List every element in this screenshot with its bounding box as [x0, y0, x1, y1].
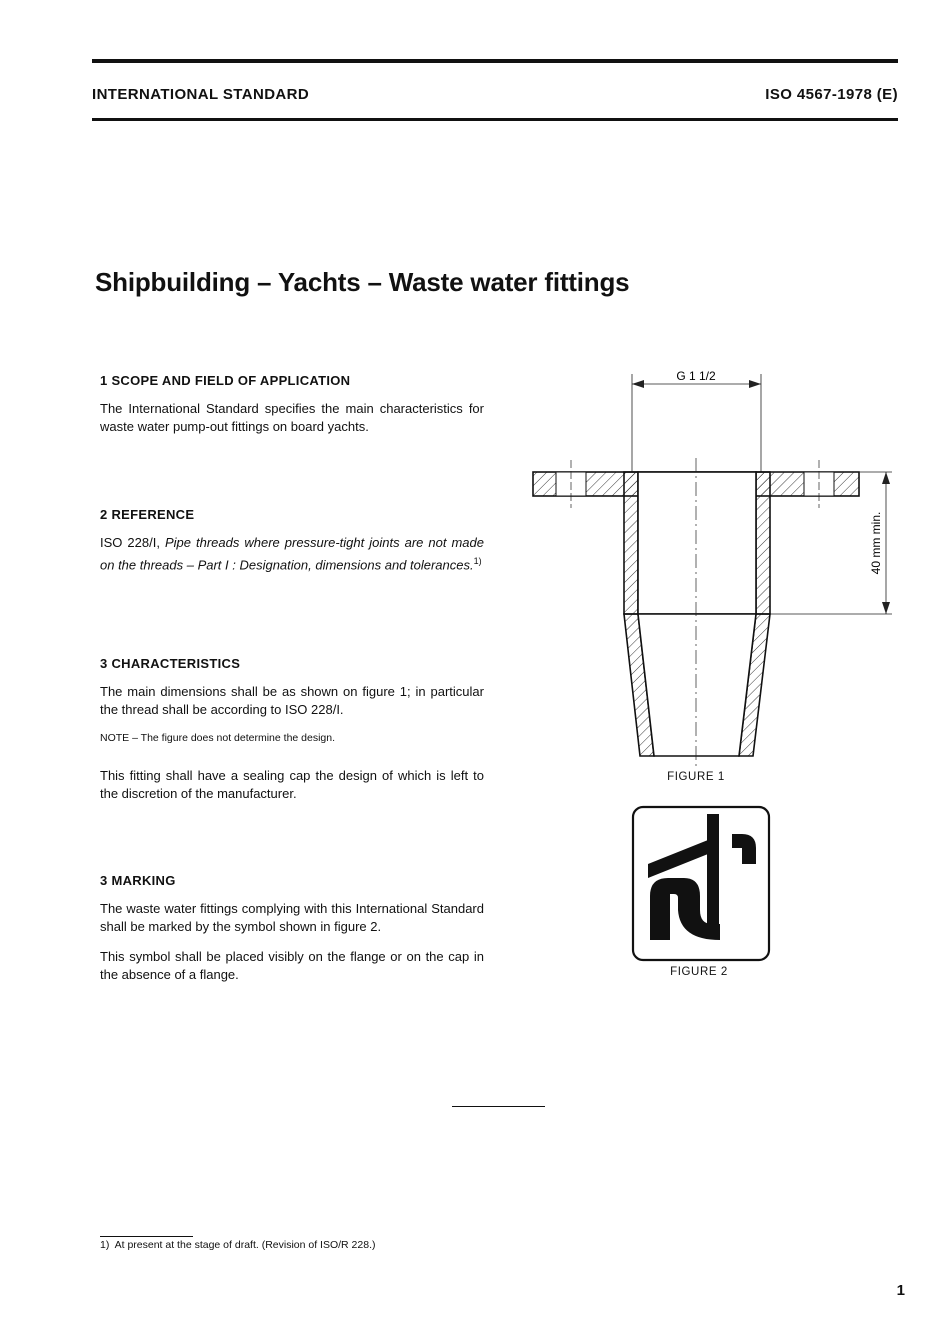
- section-scope: [100, 373, 484, 448]
- section-characteristics-note: NOTE – The figure does not determine the design.: [100, 732, 336, 744]
- footnote-text: At present at the stage of draft. (Revision of ISO/R 228.): [114, 1239, 376, 1251]
- page-title: Shipbuilding – Yachts – Waste water fittings: [95, 267, 630, 297]
- section-marking-heading: 3 MARKING: [100, 873, 176, 888]
- reference-standard-code: ISO 228/I,: [100, 535, 160, 550]
- figure-1-caption: FIGURE 1: [667, 771, 725, 783]
- footnote: [100, 1239, 376, 1251]
- section-marking: [100, 873, 484, 996]
- section-marking-paragraph-2: This symbol shall be placed visibly on the flange or on the cap in the absence of a flange.: [100, 949, 484, 982]
- header-standard-label: INTERNATIONAL STANDARD: [92, 86, 310, 103]
- section-characteristics-heading: 3 CHARACTERISTICS: [100, 656, 241, 671]
- section-reference: [100, 507, 484, 586]
- section-scope-body: The International Standard specifies the main characteristics for waste water pump-out fittings on board yachts.: [100, 401, 484, 434]
- section-reference-body: [100, 534, 484, 574]
- header-document-number: ISO 4567-1978 (E): [765, 86, 898, 103]
- end-rule: [452, 1106, 545, 1107]
- header-top-rule: [92, 59, 898, 63]
- section-characteristics-paragraph-2: This fitting shall have a sealing cap the design of which is left to the discretion of the manufacturer.: [100, 768, 484, 801]
- reference-footnote-mark[interactable]: 1): [473, 556, 482, 566]
- footnote-rule: [100, 1236, 193, 1237]
- section-characteristics: [100, 656, 484, 815]
- figure-2-waste-water-symbol: [632, 806, 772, 962]
- section-marking-paragraph-1: The waste water fittings complying with this International Standard shall be marked by the symbol shown in figure 2.: [100, 901, 484, 934]
- section-characteristics-paragraph-1: The main dimensions shall be as shown on figure 1; in particular the thread shall be according to ISO 228/I.: [100, 684, 484, 717]
- figure-2-caption: FIGURE 2: [670, 966, 728, 978]
- page-number: 1: [896, 1282, 905, 1299]
- figure-1-fitting-drawing: [520, 360, 900, 770]
- footnote-mark: 1): [100, 1239, 110, 1251]
- reference-title: Pipe threads where pressure-tight joints are not made on the threads – Part I : Designation, dimensions and tolerances.: [100, 535, 484, 573]
- thread-size-label: G 1 1/2: [676, 369, 716, 383]
- header-bottom-rule: [92, 118, 898, 121]
- section-scope-heading: 1 SCOPE AND FIELD OF APPLICATION: [100, 373, 351, 388]
- section-reference-heading: 2 REFERENCE: [100, 507, 195, 522]
- min-length-label: 40 mm min.: [869, 511, 883, 575]
